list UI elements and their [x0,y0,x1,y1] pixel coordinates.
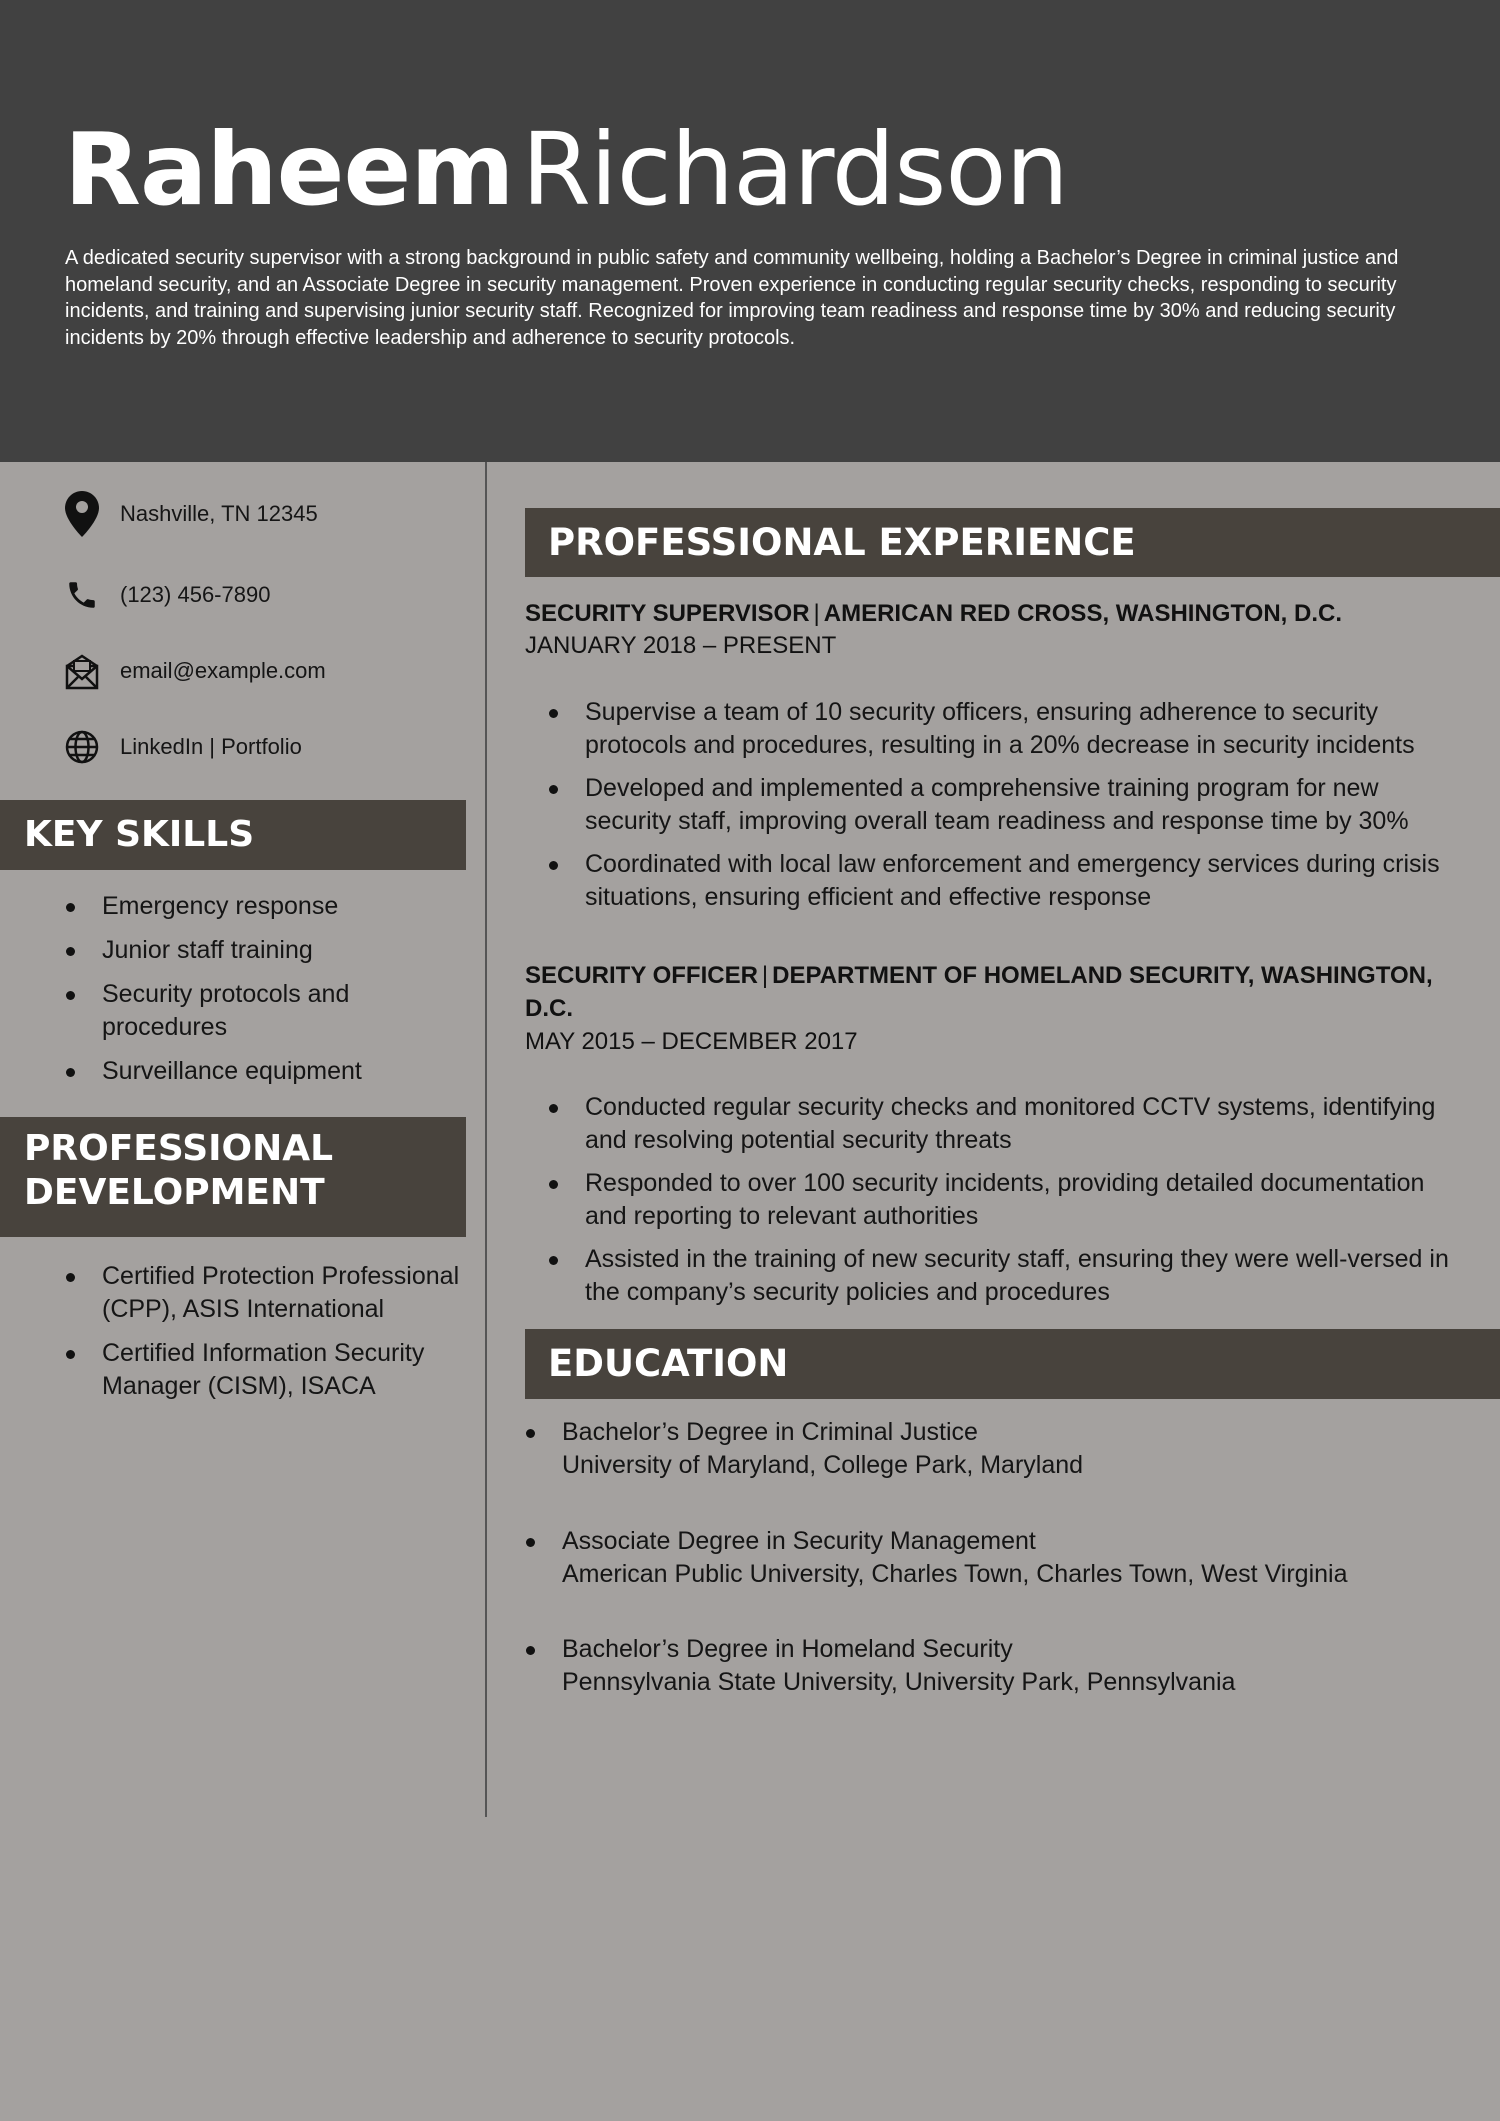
email-text: email@example.com [120,658,326,683]
phone-text: (123) 456-7890 [120,582,271,607]
job-title [525,597,1455,630]
education-school: University of Maryland, College Park, Maryland [562,1451,1084,1479]
last-name: Richardson [521,111,1068,228]
location-text: Nashville, TN 12345 [120,501,318,526]
first-name: Raheem [64,111,514,228]
development-list [102,1260,462,1403]
globe-icon [64,725,100,769]
job-employer: DEPARTMENT OF HOMELAND SECURITY, WASHINGTON, D.C. [525,962,1433,1022]
links-text: LinkedIn | Portfolio [120,734,302,759]
education-heading: EDUCATION [525,1329,1500,1399]
list-item: Surveillance equipment [102,1055,462,1088]
job-role: SECURITY SUPERVISOR [525,600,810,627]
experience-heading: PROFESSIONAL EXPERIENCE [525,508,1500,577]
list-item: Security protocols and procedures [102,978,462,1044]
contact-phone [64,573,270,617]
list-item: Responded to over 100 security incidents, providing detailed documentation and reporting to relevant authorities [585,1167,1465,1233]
envelope-icon [64,649,100,693]
job-dates: JANUARY 2018 – PRESENT [525,632,837,659]
contact-links [64,725,302,769]
education-school: Pennsylvania State University, University Park, Pennsylvania [562,1668,1236,1696]
list-item: Certified Information Security Manager (CISM), ISACA [102,1337,462,1403]
list-item: Coordinated with local law enforcement and emergency services during crisis situations, ensuring efficient and effective response [585,848,1465,914]
list-item: Junior staff training [102,934,462,967]
job-employer: AMERICAN RED CROSS, WASHINGTON, D.C. [823,600,1343,627]
title-separator: | [813,600,820,627]
list-item: Conducted regular security checks and monitored CCTV systems, identifying and resolving potential security threats [585,1091,1465,1157]
professional-development-heading [0,1117,466,1237]
phone-icon [64,573,100,617]
list-item: Emergency response [102,890,462,923]
education-item [562,1416,1083,1482]
list-item: Assisted in the training of new security staff, ensuring they were well-versed in the company’s security policies and procedures [585,1243,1465,1309]
title-separator: | [761,962,769,989]
heading-line: PROFESSIONAL [24,1128,334,1169]
candidate-name [64,110,1068,230]
education-item [562,1633,1235,1699]
job-role: SECURITY OFFICER [525,962,758,989]
contact-location [64,492,318,536]
header-banner [0,0,1500,462]
job-bullets [585,696,1465,914]
job-dates: MAY 2015 – DECEMBER 2017 [525,1028,858,1055]
key-skills-heading: KEY SKILLS [0,800,466,870]
education-degree: Bachelor’s Degree in Criminal Justice [562,1418,978,1446]
contact-email [64,649,326,693]
column-divider [485,462,487,1817]
education-degree: Associate Degree in Security Management [562,1527,1036,1555]
job-title [525,959,1455,1025]
skills-list [102,890,462,1088]
list-item: Certified Protection Professional (CPP), ASIS International [102,1260,462,1326]
list-item: Supervise a team of 10 security officers, ensuring adherence to security protocols and procedures, resulting in a 20% decrease in security incidents [585,696,1465,762]
education-degree: Bachelor’s Degree in Homeland Security [562,1635,1013,1663]
job-bullets [585,1091,1465,1309]
map-pin-icon [64,492,100,536]
list-item: Developed and implemented a comprehensive training program for new security staff, improving overall team readiness and response time by 30% [585,772,1465,838]
heading-line: DEVELOPMENT [24,1172,325,1213]
summary-paragraph: A dedicated security supervisor with a strong background in public safety and community wellbeing, holding a Bachelor’s Degree in criminal justice and homeland security, and an Associate Degree in security management. Proven experience in conducting regular security checks, responding to security incidents, and training and supervising junior security staff. Recognized for improving team readiness and response time by 30% and reducing security incidents by 20% through effective leadership and adherence to security protocols. [65,247,1399,349]
education-school: American Public University, Charles Town, Charles Town, West Virginia [562,1560,1348,1588]
education-item [562,1525,1348,1591]
